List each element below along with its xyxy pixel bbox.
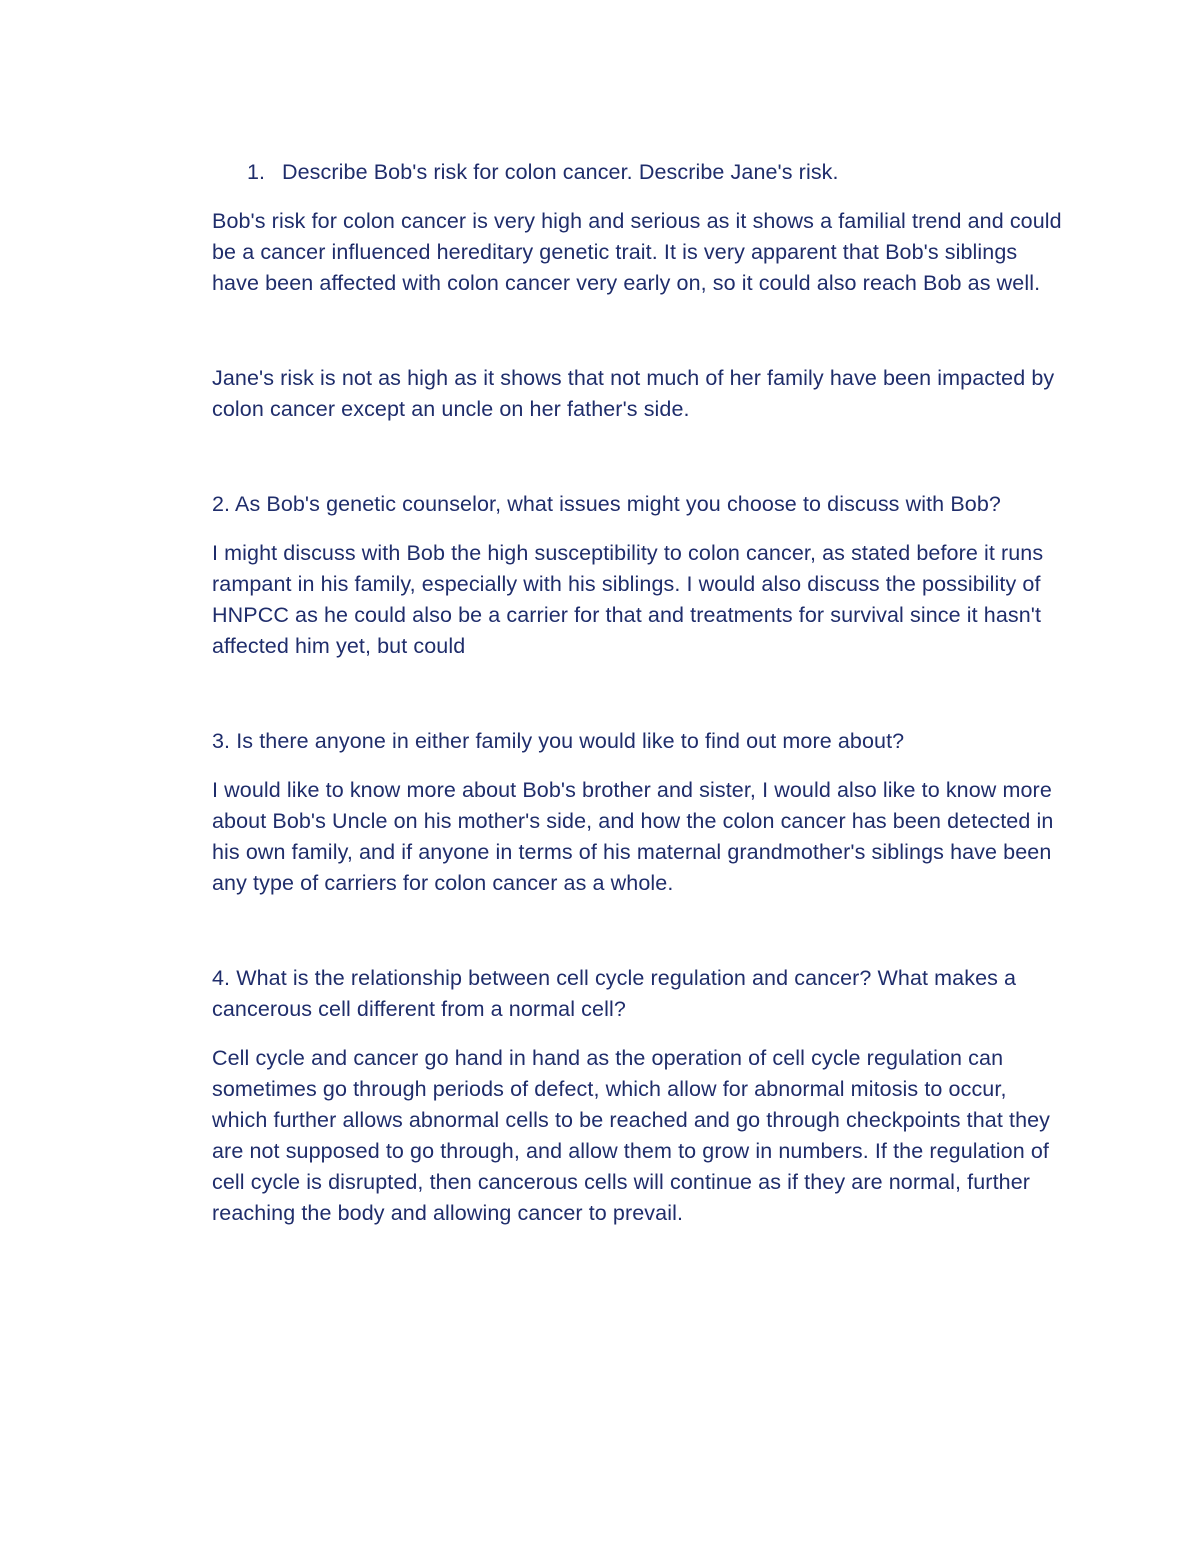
question-2: 2. As Bob's genetic counselor, what issues might you choose to discuss with Bob? [212,492,1001,516]
spacer [212,662,1062,726]
answer-3: I would like to know more about Bob's brother and sister, I would also like to know more about Bob's Uncle on his mother's side, and how the colon cancer has been detected in his own family, and if anyone in terms of his maternal grandmother's siblings have been any type of carriers for colon cancer as a whole. [212,778,1054,895]
spacer [212,899,1062,963]
answer-2: I might discuss with Bob the high susceptibility to colon cancer, as stated before it runs rampant in his family, especially with his siblings. I would also discuss the possibility of HNPCC as he could also be a carrier for that and treatments for survival since it hasn't affected him yet, but could [212,541,1044,658]
question-1-text: Describe Bob's risk for colon cancer. Describe Jane's risk. [282,160,839,184]
answer-1-bob: Bob's risk for colon cancer is very high and serious as it shows a familial trend and could be a cancer influenced hereditary genetic trait. It is very apparent that Bob's siblings have been affected with colon cancer very early on, so it could also reach Bob as well. [212,209,1062,295]
answer-1-jane: Jane's risk is not as high as it shows that not much of her family have been impacted by colon cancer except an uncle on her father's side. [212,366,1055,421]
document-body [212,157,1062,1229]
spacer [212,299,1062,363]
question-4: 4. What is the relationship between cell cycle regulation and cancer? What makes a cancerous cell different from a normal cell? [212,966,1017,1021]
question-3: 3. Is there anyone in either family you would like to find out more about? [212,729,905,753]
question-1-number: 1. [247,160,266,184]
answer-4: Cell cycle and cancer go hand in hand as the operation of cell cycle regulation can sometimes go through periods of defect, which allow for abnormal mitosis to occur, which further allows abnormal cells to be reached and go through checkpoints that they are not supposed to go through, and allow them to grow in numbers. If the regulation of cell cycle is disrupted, then cancerous cells will continue as if they are normal, further reaching the body and allowing cancer to prevail. [212,1046,1051,1225]
question-1 [212,157,1062,188]
spacer [212,425,1062,489]
